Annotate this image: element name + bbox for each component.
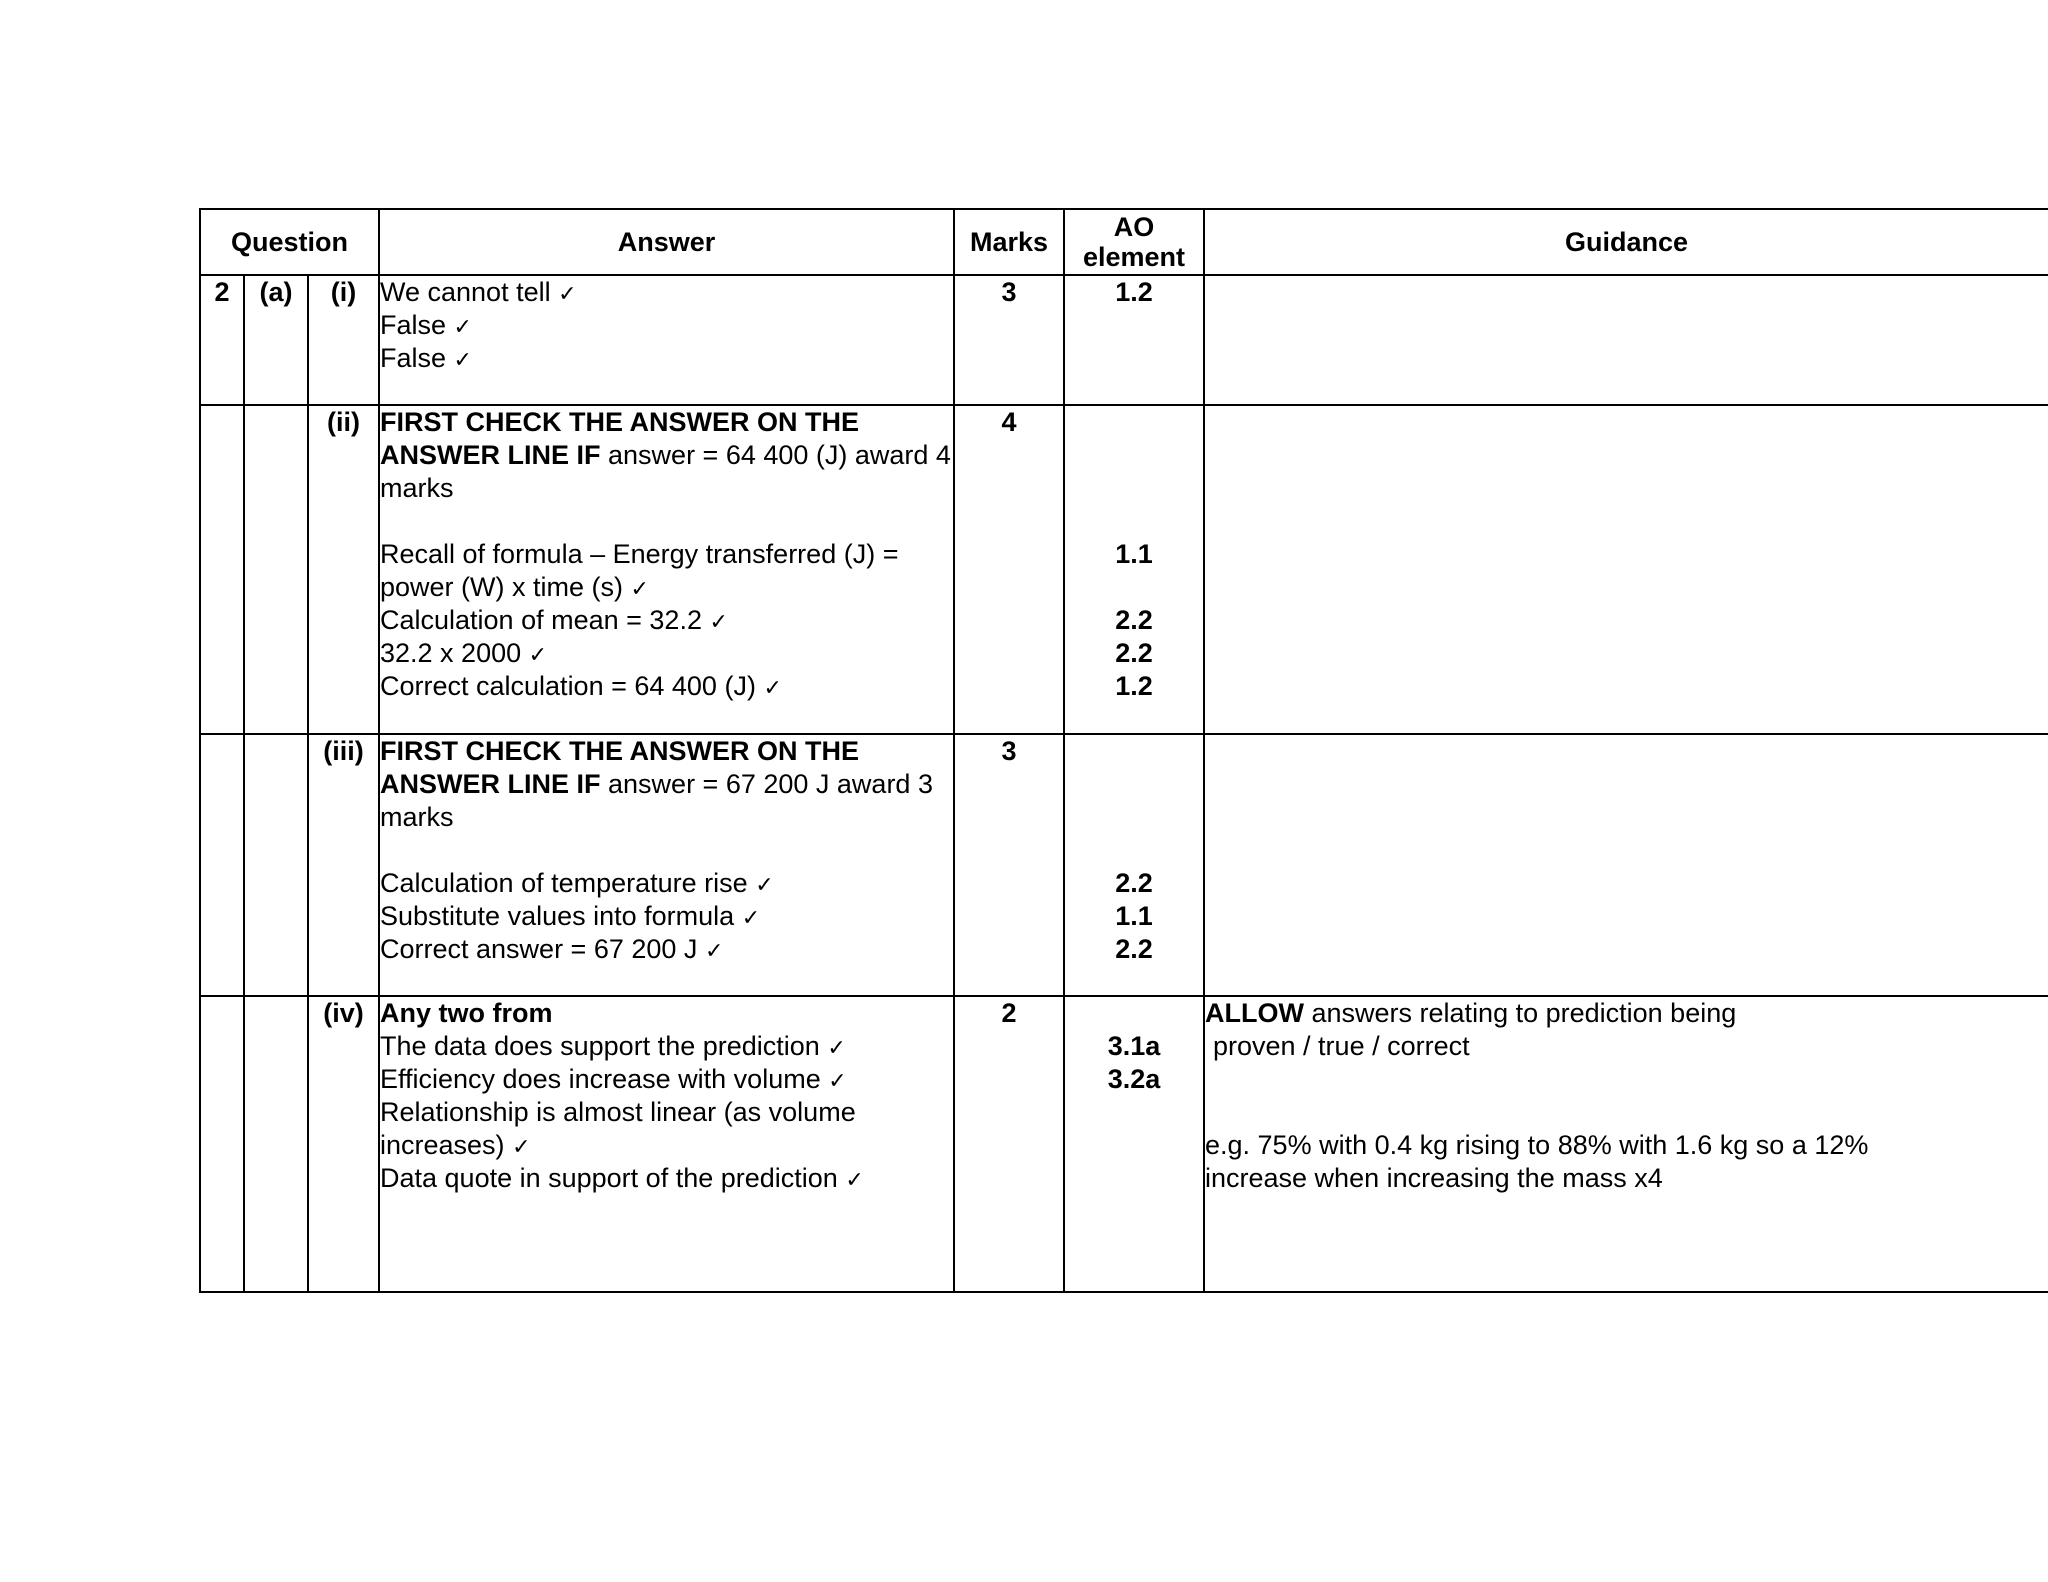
guidance-cell	[1204, 275, 2048, 405]
answer-cell	[379, 734, 954, 996]
tick-icon: ✓	[704, 939, 724, 964]
ao-value: 1.2	[1115, 277, 1153, 307]
header-row	[200, 209, 2048, 275]
mark-scheme-table	[199, 208, 2048, 1293]
question-part: (a)	[244, 275, 308, 405]
answer-line: 32.2 x 2000 ✓	[380, 638, 548, 668]
marks-cell: 2	[954, 996, 1064, 1292]
tick-icon: ✓	[741, 906, 761, 931]
marks-cell: 4	[954, 405, 1064, 734]
tick-icon: ✓	[453, 315, 472, 340]
answer-check-instruction: FIRST CHECK THE ANSWER ON THE ANSWER LINE IF answer = 64 400 (J) award 4 marks	[380, 407, 951, 503]
answer-line: Correct answer = 67 200 J ✓	[380, 934, 724, 964]
ao-value: 2.2	[1115, 638, 1153, 668]
guidance-allow-line: ALLOW answers relating to prediction being	[1205, 998, 1737, 1028]
guidance-cell	[1204, 734, 2048, 996]
answer-line: Correct calculation = 64 400 (J) ✓	[380, 671, 782, 701]
tick-icon: ✓	[827, 1036, 846, 1061]
tick-icon: ✓	[528, 643, 548, 668]
answer-line: We cannot tell ✓	[380, 277, 577, 307]
answer-line: Substitute values into formula ✓	[380, 901, 761, 931]
answer-line: increases) ✓	[380, 1130, 531, 1160]
tick-icon: ✓	[558, 282, 577, 307]
marks-cell: 3	[954, 734, 1064, 996]
answer-cell	[379, 405, 954, 734]
header-answer: Answer	[379, 209, 954, 275]
ao-value: 1.1	[1115, 901, 1153, 931]
question-number: 2	[200, 275, 244, 405]
ao-value: 3.2a	[1107, 1064, 1161, 1094]
header-marks: Marks	[954, 209, 1064, 275]
answer-line: Data quote in support of the prediction ✓	[380, 1163, 864, 1193]
guidance-cell	[1204, 996, 2048, 1292]
ao-value: 2.2	[1115, 934, 1153, 964]
guidance-line: proven / true / correct	[1213, 1031, 1470, 1061]
table-row	[200, 996, 2048, 1292]
tick-icon: ✓	[755, 873, 774, 898]
guidance-example-line: e.g. 75% with 0.4 kg rising to 88% with 1.6 kg so a 12%	[1205, 1130, 1869, 1160]
answer-intro: Any two from	[380, 998, 553, 1028]
tick-icon: ✓	[763, 676, 782, 701]
answer-line: Recall of formula – Energy transferred (J) =	[380, 539, 899, 569]
header-ao-line1: AO	[1113, 212, 1155, 242]
table-row	[200, 275, 2048, 405]
answer-line: power (W) x time (s) ✓	[380, 572, 649, 602]
answer-line: The data does support the prediction ✓	[380, 1031, 846, 1061]
guidance-cell	[1204, 405, 2048, 734]
answer-line: Efficiency does increase with volume ✓	[380, 1064, 847, 1094]
ao-value: 1.2	[1115, 671, 1153, 701]
ao-cell	[1064, 734, 1204, 996]
ao-value: 1.1	[1115, 539, 1153, 569]
answer-line: False ✓	[380, 343, 472, 373]
tick-icon: ✓	[453, 348, 472, 373]
question-sub: (iii)	[308, 734, 379, 996]
ao-cell	[1064, 405, 1204, 734]
question-sub: (i)	[308, 275, 379, 405]
question-sub: (ii)	[308, 405, 379, 734]
tick-icon: ✓	[630, 577, 649, 602]
ao-value: 3.1a	[1107, 1031, 1161, 1061]
answer-check-instruction: FIRST CHECK THE ANSWER ON THE ANSWER LINE IF answer = 67 200 J award 3 marks	[380, 736, 933, 832]
header-ao-element	[1064, 209, 1204, 275]
table-row	[200, 734, 2048, 996]
answer-line: False ✓	[380, 310, 472, 340]
tick-icon: ✓	[709, 610, 728, 635]
question-sub: (iv)	[308, 996, 379, 1292]
marks-cell: 3	[954, 275, 1064, 405]
ao-cell	[1064, 996, 1204, 1292]
ao-cell	[1064, 275, 1204, 405]
table-row	[200, 405, 2048, 734]
answer-cell	[379, 996, 954, 1292]
answer-cell	[379, 275, 954, 405]
header-ao-line2: element	[1082, 242, 1186, 272]
answer-line: Calculation of temperature rise ✓	[380, 868, 774, 898]
ao-value: 2.2	[1115, 605, 1153, 635]
header-question: Question	[200, 209, 379, 275]
ao-value: 2.2	[1115, 868, 1153, 898]
answer-line: Calculation of mean = 32.2 ✓	[380, 605, 728, 635]
answer-line: Relationship is almost linear (as volume	[380, 1097, 856, 1127]
tick-icon: ✓	[512, 1135, 531, 1160]
header-guidance: Guidance	[1204, 209, 2048, 275]
tick-icon: ✓	[828, 1069, 847, 1094]
guidance-example-line: increase when increasing the mass x4	[1205, 1163, 1663, 1193]
ao-value	[1065, 571, 1203, 604]
tick-icon: ✓	[845, 1168, 864, 1193]
